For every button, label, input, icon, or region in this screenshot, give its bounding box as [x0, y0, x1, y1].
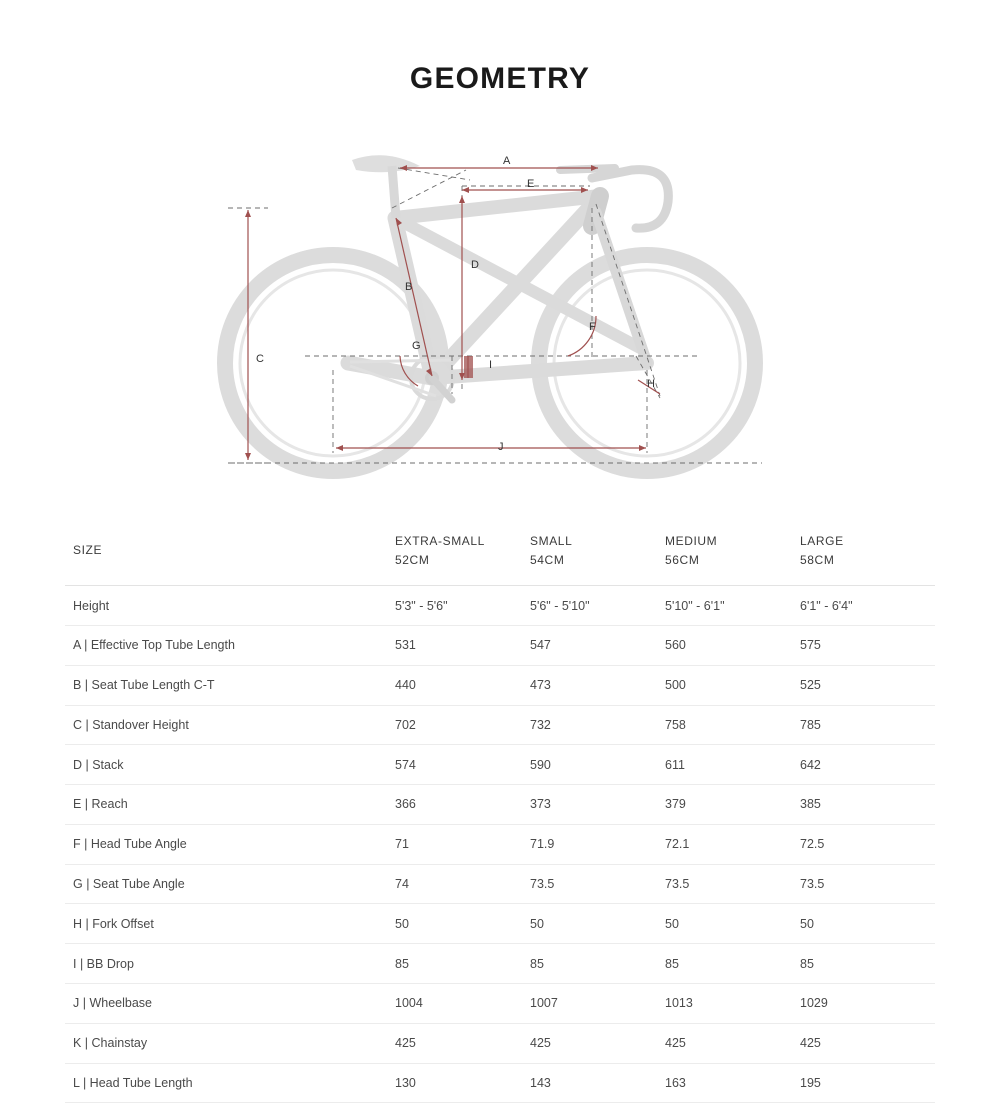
- size-name: LARGE: [800, 534, 844, 548]
- row-label: H | Fork Offset: [65, 904, 395, 944]
- label-G: G: [412, 340, 421, 352]
- row-value: 50: [530, 904, 665, 944]
- row-label: A | Effective Top Tube Length: [65, 625, 395, 665]
- row-value: 531: [395, 625, 530, 665]
- table-row: [65, 984, 935, 1024]
- row-value: 373: [530, 785, 665, 825]
- size-name: SMALL: [530, 534, 573, 548]
- column-header-extra-small: [395, 518, 530, 586]
- page-title: GEOMETRY: [409, 62, 591, 95]
- row-label: L | Head Tube Length: [65, 1063, 395, 1103]
- column-header-small: [530, 518, 665, 586]
- row-value: 732: [530, 705, 665, 745]
- label-F: F: [589, 321, 596, 333]
- label-H: H: [647, 378, 655, 390]
- row-value: 85: [800, 944, 935, 984]
- row-value: 1007: [530, 984, 665, 1024]
- row-label: K | Chainstay: [65, 1023, 395, 1063]
- row-label: Height: [65, 586, 395, 626]
- row-value: 73.5: [665, 864, 800, 904]
- row-value: 85: [530, 944, 665, 984]
- row-value: 590: [530, 745, 665, 785]
- row-value: 758: [665, 705, 800, 745]
- row-value: 71: [395, 824, 530, 864]
- row-label: E | Reach: [65, 785, 395, 825]
- row-value: 425: [530, 1023, 665, 1063]
- row-value: 72.5: [800, 824, 935, 864]
- bike-silhouette: [225, 155, 755, 471]
- table-row: [65, 745, 935, 785]
- row-value: 5'3" - 5'6": [395, 586, 530, 626]
- label-D: D: [471, 259, 479, 271]
- row-value: 5'10" - 6'1": [665, 586, 800, 626]
- table-row: [65, 665, 935, 705]
- row-value: 574: [395, 745, 530, 785]
- row-value: 575: [800, 625, 935, 665]
- table-row: [65, 904, 935, 944]
- row-label: C | Standover Height: [65, 705, 395, 745]
- row-value: 143: [530, 1063, 665, 1103]
- size-name: MEDIUM: [665, 534, 718, 548]
- table-row: [65, 824, 935, 864]
- row-value: 50: [800, 904, 935, 944]
- row-value: 5'6" - 5'10": [530, 586, 665, 626]
- table-row: [65, 1023, 935, 1063]
- table-row: [65, 944, 935, 984]
- row-label: F | Head Tube Angle: [65, 824, 395, 864]
- row-value: 560: [665, 625, 800, 665]
- column-header-size: SIZE: [65, 518, 395, 586]
- row-value: 71.9: [530, 824, 665, 864]
- size-sub: 52CM: [395, 552, 430, 567]
- row-value: 642: [800, 745, 935, 785]
- row-label: D | Stack: [65, 745, 395, 785]
- row-value: 73.5: [800, 864, 935, 904]
- row-value: 163: [665, 1063, 800, 1103]
- label-A: A: [503, 155, 511, 167]
- bike-geometry-diagram: [0, 108, 1000, 508]
- size-sub: 56CM: [665, 552, 700, 567]
- table-row: [65, 586, 935, 626]
- row-label: B | Seat Tube Length C-T: [65, 665, 395, 705]
- row-label: I | BB Drop: [65, 944, 395, 984]
- row-value: 195: [800, 1063, 935, 1103]
- row-value: 85: [395, 944, 530, 984]
- table-row: [65, 1063, 935, 1103]
- row-value: 73.5: [530, 864, 665, 904]
- row-value: 425: [665, 1023, 800, 1063]
- row-value: 385: [800, 785, 935, 825]
- table-row: [65, 785, 935, 825]
- size-sub: 54CM: [530, 552, 565, 567]
- row-label: G | Seat Tube Angle: [65, 864, 395, 904]
- row-value: 525: [800, 665, 935, 705]
- row-label: J | Wheelbase: [65, 984, 395, 1024]
- table-row: [65, 625, 935, 665]
- table-header-row: [65, 518, 935, 586]
- row-value: 379: [665, 785, 800, 825]
- row-value: 473: [530, 665, 665, 705]
- size-name: EXTRA-SMALL: [395, 534, 485, 548]
- table-header: [65, 518, 935, 586]
- label-I: I: [489, 359, 493, 371]
- row-value: 702: [395, 705, 530, 745]
- column-header-large: [800, 518, 935, 586]
- row-value: 425: [800, 1023, 935, 1063]
- row-value: 366: [395, 785, 530, 825]
- table-row: [65, 864, 935, 904]
- geometry-table: [65, 518, 935, 1103]
- table-row: [65, 705, 935, 745]
- label-C: C: [256, 353, 264, 365]
- bike-diagram-svg: [0, 108, 1000, 508]
- row-value: 72.1: [665, 824, 800, 864]
- row-value: 85: [665, 944, 800, 984]
- geometry-page: [0, 62, 1000, 1090]
- row-value: 1029: [800, 984, 935, 1024]
- row-value: 1013: [665, 984, 800, 1024]
- row-value: 130: [395, 1063, 530, 1103]
- row-value: 440: [395, 665, 530, 705]
- row-value: 547: [530, 625, 665, 665]
- table-body: [65, 586, 935, 1103]
- label-J: J: [498, 441, 504, 453]
- row-value: 50: [665, 904, 800, 944]
- label-B: B: [405, 281, 413, 293]
- row-value: 74: [395, 864, 530, 904]
- row-value: 785: [800, 705, 935, 745]
- size-sub: 58CM: [800, 552, 835, 567]
- column-header-medium: [665, 518, 800, 586]
- label-E: E: [527, 178, 535, 190]
- row-value: 1004: [395, 984, 530, 1024]
- row-value: 611: [665, 745, 800, 785]
- row-value: 6'1" - 6'4": [800, 586, 935, 626]
- row-value: 500: [665, 665, 800, 705]
- row-value: 425: [395, 1023, 530, 1063]
- row-value: 50: [395, 904, 530, 944]
